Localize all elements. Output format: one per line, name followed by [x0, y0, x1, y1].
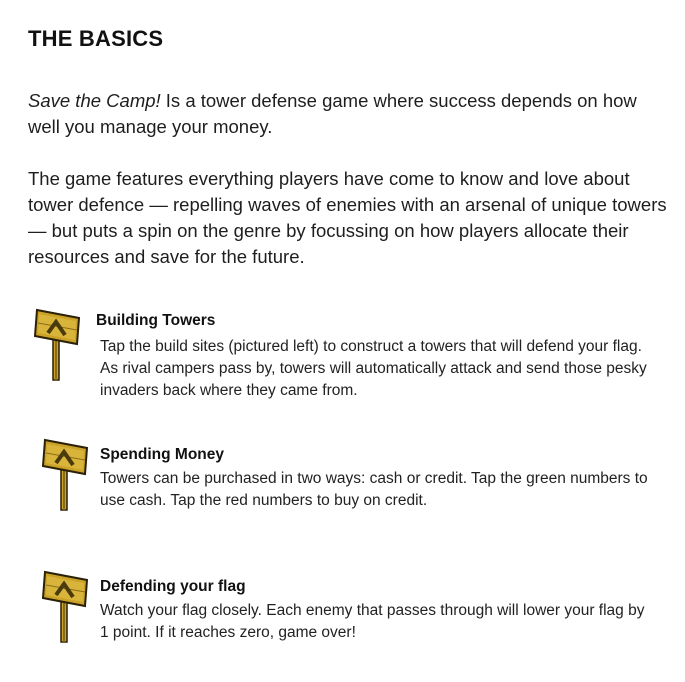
item-title: Spending Money [100, 446, 224, 463]
build-sign-icon [42, 566, 90, 646]
game-title: Save the Camp! [28, 90, 161, 111]
features-paragraph: The game features everything players have come to know and love about tower defence — repelling waves of enemies with an arsenal of unique towers — but puts a spin on the genre by focussing on how players allocate their resources and save for the future. [28, 168, 667, 267]
item-title: Building Towers [96, 312, 216, 329]
build-sign-icon [42, 434, 90, 514]
build-sign-icon [34, 304, 82, 384]
item-text: Tap the build sites (pictured left) to construct a towers that will defend your flag. As rival campers pass by, towers will automatically attack and send those pesky invaders back where they came from. [100, 338, 647, 399]
intro-text: Is a tower defense game where success depends on how well you manage your money. [28, 90, 637, 137]
item-title: Defending your flag [100, 578, 246, 595]
intro-paragraph [28, 88, 668, 140]
page-heading: THE BASICS [28, 26, 164, 51]
item-text: Watch your flag closely. Each enemy that passes through will lower your flag by 1 point. If it reaches zero, game over! [100, 602, 645, 641]
item-text: Towers can be purchased in two ways: cash or credit. Tap the green numbers to use cash. Tap the red numbers to buy on credit. [100, 470, 648, 509]
